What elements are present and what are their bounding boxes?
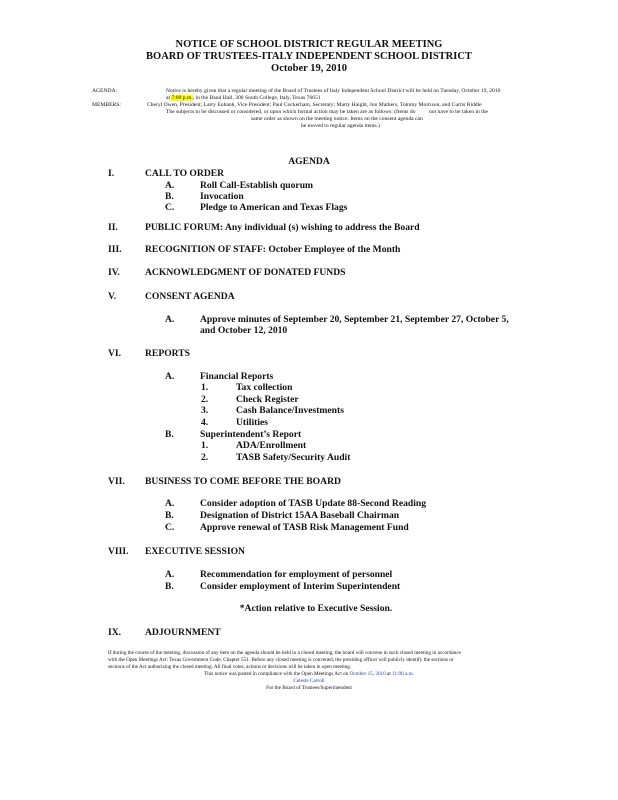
meeting-time: 7:00 p.m.: [171, 95, 193, 101]
footer-closed-meeting-line-3: sections of the Act authorizing the closed meeting. All final votes, actions or decisions will be taken in open meeting.: [108, 664, 352, 670]
at-word: at: [166, 95, 171, 101]
section-title-consent-agenda: CONSENT AGENDA: [145, 291, 235, 302]
agenda-notice-text: Notice is hereby given that a regular meeting of the Board of Trustees of Italy Independent School District will be held on Tuesday, October 19, 2010: [166, 88, 501, 94]
sub-item-number: 2.: [201, 452, 209, 463]
section-title-business: BUSINESS TO COME BEFORE THE BOARD: [145, 476, 341, 487]
section-number: V.: [108, 291, 117, 302]
subjects-text-3: be moved to regular agenda items.): [301, 123, 380, 129]
item-text: Consider adoption of TASB Update 88-Second Reading: [200, 498, 427, 509]
members-text: Cheryl Owen, President; Larry Eubank, Vice President; Paul Cockerham, Secretary; Marty Haight, Jon Mathers, Tommy Morrison, and Curtis Riddle: [147, 102, 482, 108]
item-text: Financial Reports: [200, 371, 274, 382]
item-letter: C.: [165, 522, 175, 533]
subjects-text-1a: The subjects to be discussed or considered, or upon which formal action may be taken are as follows: (Items do: [166, 109, 416, 115]
item-text: Roll Call-Establish quorum: [200, 180, 314, 191]
footer-closed-meeting-line-2: with the Open Meetings Act: Texas Government Code, Chapter 551. Before any closed meeting is convened, the presiding officer will publicly identify the sections or: [108, 657, 454, 663]
section-title-reports: REPORTS: [145, 348, 190, 359]
posted-prefix: This notice was posted in compliance with the Open Meetings Act on: [204, 671, 349, 677]
item-text: Designation of District 15AA Baseball Chairman: [200, 510, 400, 521]
item-text: Approve minutes of September 20, September 21, September 27, October 5,: [200, 314, 509, 325]
section-number: II.: [108, 222, 118, 233]
posted-date: October 15, 2010: [349, 671, 386, 677]
section-number: I.: [108, 168, 115, 179]
item-text: Invocation: [200, 191, 244, 202]
sub-item-text: Cash Balance/Investments: [236, 405, 344, 416]
agenda-label: AGENDA:: [92, 88, 118, 94]
sub-item-text: Check Register: [236, 394, 299, 405]
item-text: Superintendent’s Report: [200, 429, 302, 440]
sub-item-text: Tax collection: [236, 382, 293, 393]
section-title-executive-session: EXECUTIVE SESSION: [145, 546, 245, 557]
section-number: VI.: [108, 348, 122, 359]
item-letter: B.: [165, 191, 174, 202]
item-letter: A.: [165, 371, 175, 382]
posted-at: at: [387, 671, 391, 677]
item-letter: B.: [165, 510, 174, 521]
subjects-text-2: same order as shown on the meeting notice. Items on the consent agenda can: [251, 116, 423, 122]
section-title-adjournment: ADJOURNMENT: [145, 627, 221, 638]
section-number: III.: [108, 244, 122, 255]
location-text: in the Band Hall, 300 South College, Italy, Texas 76651: [195, 95, 321, 101]
item-text: Pledge to American and Texas Flags: [200, 202, 348, 213]
item-text: Recommendation for employment of personnel: [200, 569, 393, 580]
sub-item-number: 2.: [201, 394, 209, 405]
section-title-call-to-order: CALL TO ORDER: [145, 168, 225, 179]
item-letter: B.: [165, 429, 174, 440]
item-letter: A.: [165, 314, 175, 325]
footer-posted-notice: [0, 671, 618, 677]
posted-time: 11:00 a.m.: [392, 671, 414, 677]
item-text-continued: and October 12, 2010: [200, 325, 288, 336]
notice-title: NOTICE OF SCHOOL DISTRICT REGULAR MEETING: [175, 39, 443, 50]
sub-item-number: 4.: [201, 417, 209, 428]
item-letter: A.: [165, 180, 175, 191]
sub-item-number: 3.: [201, 405, 209, 416]
agenda-heading: AGENDA: [288, 156, 330, 167]
members-label: MEMBERS:: [92, 102, 121, 108]
section-number: VIII.: [108, 546, 129, 557]
section-title-donated-funds: ACKNOWLEDGMENT OF DONATED FUNDS: [145, 267, 346, 278]
item-letter: C.: [165, 202, 175, 213]
sub-item-number: 1.: [201, 382, 209, 393]
board-title: BOARD OF TRUSTEES-ITALY INDEPENDENT SCHOOL DISTRICT: [146, 51, 472, 62]
sub-item-text: Utilities: [236, 417, 268, 428]
section-number: VII.: [108, 476, 125, 487]
section-number: IV.: [108, 267, 120, 278]
footer-signer: Celeste Carroll: [293, 678, 325, 684]
meeting-date: October 19, 2010: [271, 63, 347, 74]
executive-session-note: *Action relative to Executive Session.: [239, 603, 393, 614]
item-text: Approve renewal of TASB Risk Management Fund: [200, 522, 409, 533]
item-letter: B.: [165, 581, 174, 592]
agenda-notice-location: at 7:00 p.m., in the Band Hall, 300 South College, Italy, Texas 76651: [166, 95, 321, 101]
item-letter: A.: [165, 498, 175, 509]
sub-item-number: 1.: [201, 440, 209, 451]
section-title-recognition: RECOGNITION OF STAFF: October Employee of the Month: [145, 244, 401, 255]
footer-closed-meeting-line-1: If during the course of the meeting, discussion of any item on the agenda should be held in a closed meeting, the board will convene in such closed meeting in accordance: [108, 650, 461, 656]
item-text: Consider employment of Interim Superintendent: [200, 581, 401, 592]
section-number: IX.: [108, 627, 122, 638]
sub-item-text: ADA/Enrollment: [236, 440, 307, 451]
subjects-text-1b: not have to be taken in the: [429, 109, 489, 115]
item-letter: A.: [165, 569, 175, 580]
section-title-public-forum: PUBLIC FORUM: Any individual (s) wishing to address the Board: [145, 222, 420, 233]
sub-item-text: TASB Safety/Security Audit: [236, 452, 351, 463]
footer-signer-role: For the Board of Trustees/Superintendent: [266, 685, 352, 691]
